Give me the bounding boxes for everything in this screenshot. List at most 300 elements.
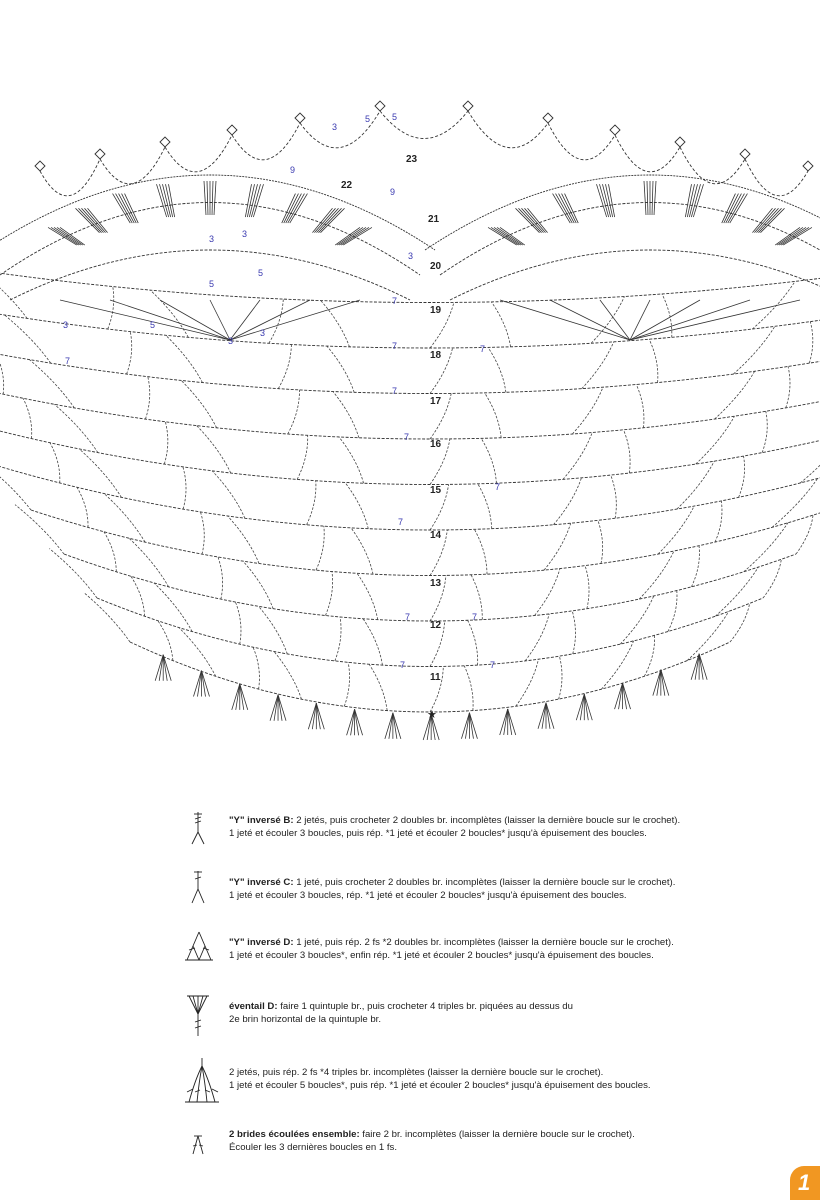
chain-count-label: 7 (490, 660, 496, 670)
bottom-fan-stitch (695, 654, 699, 680)
chain-spoke (474, 529, 487, 574)
chain-count-label: 3 (332, 122, 338, 132)
chain-spoke (325, 572, 332, 616)
scallop-fan-stitch (290, 194, 308, 224)
bottom-fan-stitch (619, 683, 623, 709)
round-arc (0, 334, 820, 394)
chain-spoke (108, 287, 114, 330)
legend-item-y-inverse-c (175, 867, 795, 911)
chain-spoke (809, 322, 813, 364)
legend-item-y-inverse-d (175, 928, 795, 972)
bottom-fan-stitch (274, 695, 278, 721)
legend-item-y-inverse-b (175, 810, 795, 854)
chain-spoke (481, 438, 496, 483)
chain-spoke (658, 506, 694, 554)
two-brides-icon (175, 1124, 215, 1164)
chain-count-label: 5 (392, 112, 398, 122)
chain-spoke (243, 561, 273, 609)
chain-spoke (218, 557, 223, 599)
bottom-fan-stitch (159, 655, 163, 681)
picot-chain (468, 111, 548, 148)
chain-spoke (200, 512, 204, 554)
chain-spoke (563, 433, 592, 480)
chain-spoke (131, 576, 145, 616)
chain-spoke (363, 619, 382, 665)
chain-spoke (127, 332, 132, 374)
bottom-fan-stitch (270, 695, 278, 721)
scallop-arc (425, 175, 820, 250)
chain-count-label: 7 (400, 660, 406, 670)
picot-chain (615, 135, 680, 172)
round-arc (0, 290, 820, 348)
row-number-13: 13 (430, 578, 442, 589)
bottom-fan-stitch (623, 683, 631, 709)
row-number-16: 16 (430, 439, 442, 450)
chain-spoke (316, 526, 324, 570)
page-number-tab (790, 1166, 820, 1200)
chain-spoke (253, 647, 259, 689)
row-number-19: 19 (430, 305, 442, 316)
legend-line: 2 jetés, puis rép. 2 fs *4 triples br. incomplètes (laisser la dernière boucle sur le crochet). (229, 1067, 604, 1078)
scallop-fan-stitch (316, 208, 338, 232)
legend-text-two-brides (229, 1128, 789, 1154)
chain-spoke (644, 635, 654, 676)
picot-chain (100, 147, 165, 184)
legend-text-triple-cluster (229, 1066, 789, 1092)
chain-spoke (668, 591, 677, 632)
legend-item-eventail-d (175, 990, 795, 1038)
chain-spoke (23, 398, 32, 438)
chain-spoke (154, 583, 192, 632)
legend-item-two-brides (175, 1124, 795, 1164)
chain-spoke (259, 606, 288, 654)
scallop-fan-stitch (777, 227, 803, 245)
chain-count-label: 3 (209, 234, 215, 244)
scallop-fan-stitch (204, 181, 206, 215)
bottom-fan-stitch (355, 709, 363, 735)
chain-spoke (636, 385, 644, 428)
bottom-fan-stitch (316, 703, 324, 729)
scallop-fan-stitch (81, 208, 103, 232)
chain-spoke (553, 478, 581, 525)
scallop-fan-stitch (596, 184, 606, 217)
bottom-fan-stitch (661, 670, 669, 696)
legend-line: 1 jeté, puis rép. 2 fs *2 doubles br. incomplètes (laisser la dernière boucle sur le crochet). (293, 937, 674, 948)
chain-spoke (559, 656, 562, 699)
legend-line: 2 jetés, puis crocheter 2 doubles br. incomplètes (laisser la dernière boucle sur le crochet). (293, 815, 681, 826)
bottom-fan-stitch (201, 671, 209, 697)
bottom-fan-stitch (316, 703, 320, 729)
bottom-fan-stitch (393, 713, 397, 739)
chain-spoke (29, 360, 74, 408)
legend-item-triple-cluster (175, 1056, 795, 1108)
chain-spoke (166, 335, 203, 382)
scallop-fan-stitch (113, 194, 131, 224)
radiating-line (230, 300, 360, 340)
bottom-fan-stitch (389, 713, 393, 739)
chain-spoke (77, 487, 88, 527)
bottom-fan-stitch (193, 671, 201, 697)
bottom-fan-stitch (197, 671, 201, 697)
chain-spoke (572, 387, 603, 434)
bottom-fan-stitch (542, 703, 546, 729)
chain-spoke (307, 481, 316, 525)
picot-diamond (35, 161, 45, 171)
scallop-arc (450, 250, 820, 300)
radiating-line (230, 300, 310, 340)
chain-spoke (611, 475, 617, 518)
bottom-fan-stitch (278, 695, 286, 721)
chain-spoke (357, 573, 378, 619)
legend-line: 1 jeté et écouler 3 boucles*, enfin rép. *1 jeté et écouler 2 boucles* jusqu'à épuisement des boucles. (229, 950, 654, 961)
scallop-fan-stitch (693, 184, 703, 217)
page-number: 1 (798, 1170, 811, 1195)
bottom-fan-stitch (500, 709, 508, 735)
chain-count-label: 7 (405, 612, 411, 622)
start-star-icon: ★ (427, 708, 437, 721)
chain-spoke (145, 377, 149, 419)
chain-count-label: 7 (495, 482, 501, 492)
chain-spoke (464, 666, 473, 711)
bottom-fan-stitch (623, 683, 627, 709)
chain-spoke (525, 614, 549, 661)
bottom-fan-stitch (240, 684, 244, 710)
scallop-fan-stitch (553, 194, 571, 224)
chain-spoke (544, 523, 571, 570)
scallop-fan-stitch (497, 227, 523, 245)
chain-count-label: 7 (65, 356, 71, 366)
picot-diamond (227, 125, 237, 135)
round-arc (0, 422, 820, 485)
picot-diamond (740, 149, 750, 159)
row-number-15: 15 (430, 485, 442, 496)
legend-title: "Y" inversé B: (229, 815, 294, 826)
legend-line: 1 jeté et écouler 3 boucles, rép. *1 jeté et écouler 2 boucles* jusqu'à épuisement des boucles. (229, 890, 627, 901)
chain-spoke (181, 380, 216, 427)
chain-spoke (582, 342, 614, 389)
chain-spoke (786, 366, 790, 407)
legend-title: "Y" inversé D: (229, 937, 294, 948)
bottom-fan-stitch (461, 713, 469, 739)
radiating-line (630, 300, 800, 340)
legend-title: éventail D: (229, 1001, 278, 1012)
chain-spoke (730, 603, 750, 642)
scallop-fan-stitch (491, 227, 519, 245)
picot-chain (548, 123, 615, 160)
bottom-fan-stitch (393, 713, 401, 739)
picot-chain (165, 135, 232, 172)
chain-spoke (297, 435, 308, 479)
chain-spoke (344, 662, 349, 706)
radiating-line (230, 300, 260, 340)
scallop-fan-stitch (54, 227, 81, 245)
chain-spoke (491, 302, 510, 347)
row-number-18: 18 (430, 350, 442, 361)
scallop-arc (440, 203, 820, 276)
chain-count-label: 3 (408, 251, 414, 261)
scallop-fan-stitch (644, 181, 646, 215)
chain-spoke (333, 392, 359, 438)
chain-spoke (179, 628, 216, 677)
picot-chain (40, 159, 100, 196)
chain-count-label: 5 (258, 268, 264, 278)
legend-line: 1 jeté, puis crocheter 2 doubles br. incomplètes (laisser la dernière boucle sur le crochet). (293, 877, 676, 888)
round-arc (97, 598, 763, 667)
chain-spoke (715, 501, 722, 542)
chain-spoke (772, 478, 818, 527)
chain-spoke (691, 546, 699, 587)
legend-line: faire 1 quintuple br., puis crocheter 4 triples br. piquées au dessus du (277, 1001, 573, 1012)
picot-diamond (295, 113, 305, 123)
scallop-fan-stitch (51, 227, 79, 245)
bottom-fan-stitch (351, 709, 355, 735)
chain-spoke (762, 411, 767, 452)
chain-spoke (585, 566, 589, 609)
y-inverse-d-icon (175, 928, 221, 972)
legend-text-y-inverse-d (229, 936, 789, 962)
chain-count-label: 5 (365, 114, 371, 124)
bottom-fan-stitch (385, 713, 393, 739)
chain-spoke (327, 346, 354, 392)
radiating-line (550, 300, 630, 340)
bottom-fan-stitch (355, 709, 359, 735)
chain-spoke (164, 422, 168, 464)
legend-line: 1 jeté et écouler 5 boucles*, puis rép. *1 jeté et écouler 2 boucles* jusqu'à épuisement des boucles. (229, 1080, 651, 1091)
chain-spoke (639, 551, 674, 599)
chain-spoke (468, 620, 478, 665)
chain-count-label: 7 (480, 344, 486, 354)
chain-spoke (54, 404, 97, 452)
scallop-fan-stitch (654, 181, 656, 215)
chain-spoke (129, 538, 169, 587)
bottom-fan-stitch (661, 670, 665, 696)
scallop-fan-stitch (521, 208, 543, 232)
scallop-fan-stitch (779, 227, 806, 245)
chain-spoke (269, 299, 283, 343)
chain-count-label: 5 (150, 320, 156, 330)
chain-spoke (15, 505, 64, 554)
chain-spoke (183, 467, 186, 509)
row-number-22: 22 (341, 180, 353, 191)
chain-spoke (516, 659, 539, 706)
chain-spoke (572, 611, 575, 654)
chain-spoke (104, 532, 116, 572)
y-inverse-c-icon (175, 867, 215, 911)
chain-spoke (5, 315, 51, 363)
scallop-fan-stitch (647, 181, 648, 215)
chain-spoke (696, 416, 735, 464)
chain-count-label: 3 (260, 328, 266, 338)
chain-spoke (351, 528, 373, 574)
legend-line: Écouler les 3 dernières boucles en 1 fs. (229, 1142, 397, 1153)
scallop-fan-stitch (207, 181, 208, 215)
bottom-fan-stitch (653, 670, 661, 696)
chain-count-label: 7 (392, 296, 398, 306)
bottom-fan-stitch (312, 703, 316, 729)
chain-spoke (197, 426, 231, 473)
chain-spoke (339, 437, 364, 483)
picot-border (35, 101, 813, 196)
chain-count-label: 7 (398, 517, 404, 527)
y-inverse-b-icon (175, 810, 215, 854)
legend-title: 2 brides écoulées ensemble: (229, 1129, 360, 1140)
chain-spoke (601, 641, 633, 689)
scallop-fan-stitch (253, 184, 263, 217)
chain-spoke (0, 270, 27, 318)
bottom-fan-stitch (278, 695, 282, 721)
row-number-11: 11 (430, 672, 441, 683)
chain-spoke (158, 621, 173, 661)
bottom-fan-stitch (163, 655, 167, 681)
scallop-fan-stitch (781, 227, 809, 245)
chain-spoke (715, 567, 758, 616)
picot-diamond (160, 137, 170, 147)
chain-spoke (84, 592, 130, 642)
chain-count-label: 7 (404, 432, 410, 442)
bottom-fan-stitch (580, 694, 584, 720)
scallop-fan-stitch (212, 181, 213, 215)
chain-spoke (624, 430, 631, 473)
bottom-fan-stitch (232, 684, 240, 710)
bottom-fan-stitch (508, 709, 512, 735)
picot-diamond (375, 101, 385, 111)
chain-spoke (591, 297, 624, 344)
bottom-fan-stitch (699, 654, 707, 680)
chain-spoke (677, 461, 714, 509)
chain-spoke (228, 516, 259, 564)
bottom-fan-stitch (546, 703, 554, 729)
bottom-fan-stitch (308, 703, 316, 729)
scallop-fan-stitch (730, 194, 748, 224)
chain-count-label: 7 (472, 612, 478, 622)
scallop-fan-stitch (341, 227, 369, 245)
scallop-fan-stitch (756, 208, 778, 232)
chain-spoke (478, 484, 492, 529)
chain-spoke (598, 520, 603, 563)
bottom-fan-stitch (504, 709, 508, 735)
radiating-line (60, 300, 230, 340)
chain-count-label: 3 (63, 320, 69, 330)
picot-diamond (543, 113, 553, 123)
bottom-fan-stitch (347, 709, 355, 735)
legend-line: faire 2 br. incomplètes (laisser la dernière boucle sur le crochet). (359, 1129, 635, 1140)
scallop-fan-stitch (214, 181, 216, 215)
chain-spokes (0, 241, 820, 712)
radiating-line (600, 300, 630, 340)
bottom-fan-stitch (201, 671, 205, 697)
scallop-arc (0, 175, 435, 250)
bottom-fan-stitch (155, 655, 163, 681)
picot-chain (745, 159, 808, 196)
bottom-fan-stitch (236, 684, 240, 710)
row-number-12: 12 (430, 620, 442, 631)
chain-spoke (50, 443, 60, 483)
chain-count-label: 9 (290, 165, 296, 175)
chain-count-label: 7 (392, 341, 398, 351)
legend-line: 2e brin horizontal de la quintuple br. (229, 1014, 382, 1025)
bottom-fan-stitch (576, 694, 584, 720)
bottom-fan-stitch (584, 694, 588, 720)
round-arc (31, 510, 820, 576)
bottom-fan-stitch (615, 683, 623, 709)
chain-spoke (488, 347, 506, 392)
picot-diamond (95, 149, 105, 159)
chain-count-label: 3 (242, 229, 248, 239)
bottom-fan-stitch (699, 654, 703, 680)
chain-spoke (150, 290, 188, 337)
round-arc (0, 466, 820, 530)
chain-spoke (715, 371, 755, 419)
legend-text-y-inverse-c (229, 876, 789, 902)
chain-spoke (335, 617, 341, 661)
chain-spoke (369, 664, 387, 710)
chain-count-label: 9 (390, 187, 396, 197)
scallop-fan-stitch (337, 227, 363, 245)
chain-spoke (733, 326, 774, 374)
legend-text-eventail-d (229, 1000, 789, 1026)
bottom-fan-stitch (465, 713, 469, 739)
chain-count-label: 7 (392, 386, 398, 396)
picot-diamond (610, 125, 620, 135)
scallop-fan-stitch (652, 181, 653, 215)
picot-chain (232, 123, 300, 160)
chain-spoke (739, 456, 745, 497)
legend-title: "Y" inversé C: (229, 877, 294, 888)
bottom-fan-stitch (469, 713, 477, 739)
bottom-fan-stitch (508, 709, 516, 735)
scallop-arc (10, 250, 410, 300)
scallop-fan-stitch (494, 227, 521, 245)
chain-spoke (278, 344, 291, 388)
chain-spoke (752, 281, 795, 329)
chain-spoke (345, 482, 368, 528)
scallop-fan-stitch (57, 227, 83, 245)
bottom-fan-stitch (584, 694, 592, 720)
picot-chain (680, 147, 745, 184)
legend-text-y-inverse-b (229, 814, 789, 840)
chain-spoke (288, 390, 300, 434)
scallop-fan-stitch (339, 227, 366, 245)
chain-count-label: 5 (209, 279, 215, 289)
chain-spoke (535, 569, 560, 616)
picot-diamond (463, 101, 473, 111)
row-number-23: 23 (406, 154, 418, 165)
scallop-fan-stitch (156, 184, 166, 217)
eventail-d-icon (175, 990, 221, 1038)
bottom-fan-stitch (538, 703, 546, 729)
picot-diamond (675, 137, 685, 147)
chain-count-label: 3 (228, 336, 234, 346)
row-number-20: 20 (430, 261, 442, 272)
row-number-21: 21 (428, 214, 440, 225)
chain-spoke (0, 354, 4, 394)
round-arc (0, 378, 820, 439)
bottom-fan-stitch (469, 713, 473, 739)
triple-cluster-icon (175, 1056, 227, 1108)
picot-diamond (803, 161, 813, 171)
chain-spoke (235, 602, 240, 644)
chain-spoke (49, 549, 97, 598)
bottom-fan-stitch (546, 703, 550, 729)
row-number-17: 17 (430, 396, 442, 407)
bottom-fan-stitch (240, 684, 248, 710)
chain-spoke (796, 515, 813, 554)
bottom-fan-stitch (657, 670, 661, 696)
legend-line: 1 jeté et écouler 3 boucles, puis rép. *1 jeté et écouler 2 boucles* jusqu'à épuisement des boucles. (229, 828, 647, 839)
chain-spoke (274, 651, 301, 699)
chain-spoke (212, 471, 245, 518)
chain-spoke (649, 339, 658, 382)
